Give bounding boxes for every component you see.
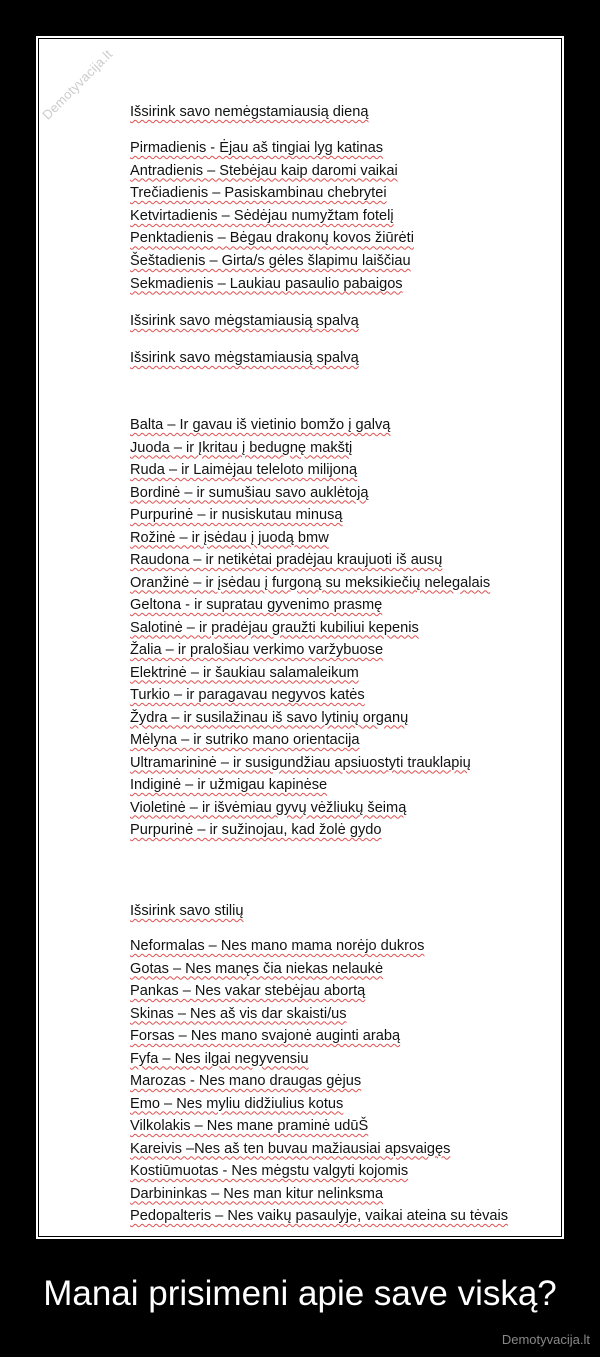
list-item: Žalia – ir pralošiau verkimo varžybuose xyxy=(130,642,384,658)
list-item: Elektrinė – ir šaukiau salamaleikum xyxy=(130,664,359,681)
list-item: Purpurinė – ir nusiskutau minusą xyxy=(130,507,343,523)
list-item: Juoda – ir Įkritau į bedugnę makštį xyxy=(130,439,353,456)
site-watermark: Demotyvacija.lt xyxy=(501,1332,590,1347)
list-item: Purpurinė – ir sužinojau, kad žolė gydo xyxy=(130,822,382,838)
list-item: Kostiūmuotas - Nes mėgstu valgyti kojomis xyxy=(130,1163,409,1179)
list-item: Skinas – Nes aš vis dar skaisti/us xyxy=(130,1005,347,1022)
list-item: Penktadienis – Bėgau drakonų kovos žiūrėti xyxy=(130,230,414,247)
list-item: Balta – Ir gavau iš vietinio bomžo į galvą xyxy=(130,417,391,433)
list-item: Ruda – ir Laimėjau teleloto milijoną xyxy=(130,462,358,478)
list-item: Geltona - ir supratau gyvenimo prasmę xyxy=(130,597,383,613)
list-item: Pirmadienis - Ėjau aš tingiai lyg katinas xyxy=(130,140,384,156)
list-item: Šeštadienis – Girta/s gėles šlapimu laiščiau xyxy=(130,253,411,269)
list-item: Mėlyna – ir sutriko mano orientacija xyxy=(130,732,360,748)
list-item: Raudona – ir netikėtai pradėjau kraujuoti iš ausų xyxy=(130,552,443,568)
list-item: Kareivis –Nes aš ten buvau mažiausiai apsvaigęs xyxy=(130,1140,451,1157)
poster-caption: Manai prisimeni apie save viską? xyxy=(43,1274,557,1313)
list-item: Marozas - Nes mano draugas gėjus xyxy=(130,1073,362,1089)
list-item: Rožinė – ir įsėdau į juodą bmw xyxy=(130,529,329,546)
list-item: Antradienis – Stebėjau kaip daromi vaikai xyxy=(130,162,398,179)
section-heading: Išsirink savo mėgstamiausią spalvą xyxy=(130,313,359,329)
list-item: Indiginė – ir užmigau kapinėse xyxy=(130,777,328,793)
list-item: Sekmadienis – Laukiau pasaulio pabaigos xyxy=(130,275,403,292)
list-item: Žydra – ir susilažinau iš savo lytinių organų xyxy=(130,709,409,726)
list-item: Ultramarininė – ir susigundžiau apsiuostyti trauklapių xyxy=(130,754,471,771)
list-item: Pedopalteris – Nes vaikų pasaulyje, vaikai ateina su tėvais xyxy=(130,1208,509,1224)
section-heading: Išsirink savo nemėgstamiausią dieną xyxy=(130,104,369,120)
section-heading: Išsirink savo stilių xyxy=(130,903,244,919)
list-item: Trečiadienis – Pasiskambinau chebrytei xyxy=(130,185,387,202)
list-item: Salotinė – ir pradėjau graužti kubiliui kepenis xyxy=(130,619,419,636)
list-item: Neformalas – Nes mano mama norėjo dukros xyxy=(130,938,425,954)
list-item: Ketvirtadienis – Sėdėjau numyžtam fotelį xyxy=(130,207,394,224)
watermark: Demotyvacija.lt xyxy=(39,46,116,123)
list-item: Pankas – Nes vakar stebėjau abortą xyxy=(130,983,366,999)
list-item: Darbininkas – Nes man kitur nelinksma xyxy=(130,1185,384,1202)
list-item: Turkio – ir paragavau negyvos katės xyxy=(130,687,365,703)
list-item: Gotas – Nes manęs čia niekas nelaukė xyxy=(130,960,384,977)
list-item: Fyfa – Nes ilgai negyvensiu xyxy=(130,1050,309,1067)
list-item: Bordinė – ir sumušiau savo auklėtoją xyxy=(130,484,369,501)
section-heading: Išsirink savo mėgstamiausią spalvą xyxy=(130,350,359,366)
list-item: Vilkolakis – Nes mane praminė udūŠ xyxy=(130,1118,369,1134)
poster-image xyxy=(39,39,561,1236)
list-item: Emo – Nes myliu didžiulius kotus xyxy=(130,1095,344,1112)
list-item: Oranžinė – ir įsėdau į furgoną su meksikiečių nelegalais xyxy=(130,574,491,591)
list-item: Forsas – Nes mano svajonė auginti arabą xyxy=(130,1028,401,1044)
list-item: Violetinė – ir išvėmiau gyvų vėžliukų šeimą xyxy=(130,799,407,816)
